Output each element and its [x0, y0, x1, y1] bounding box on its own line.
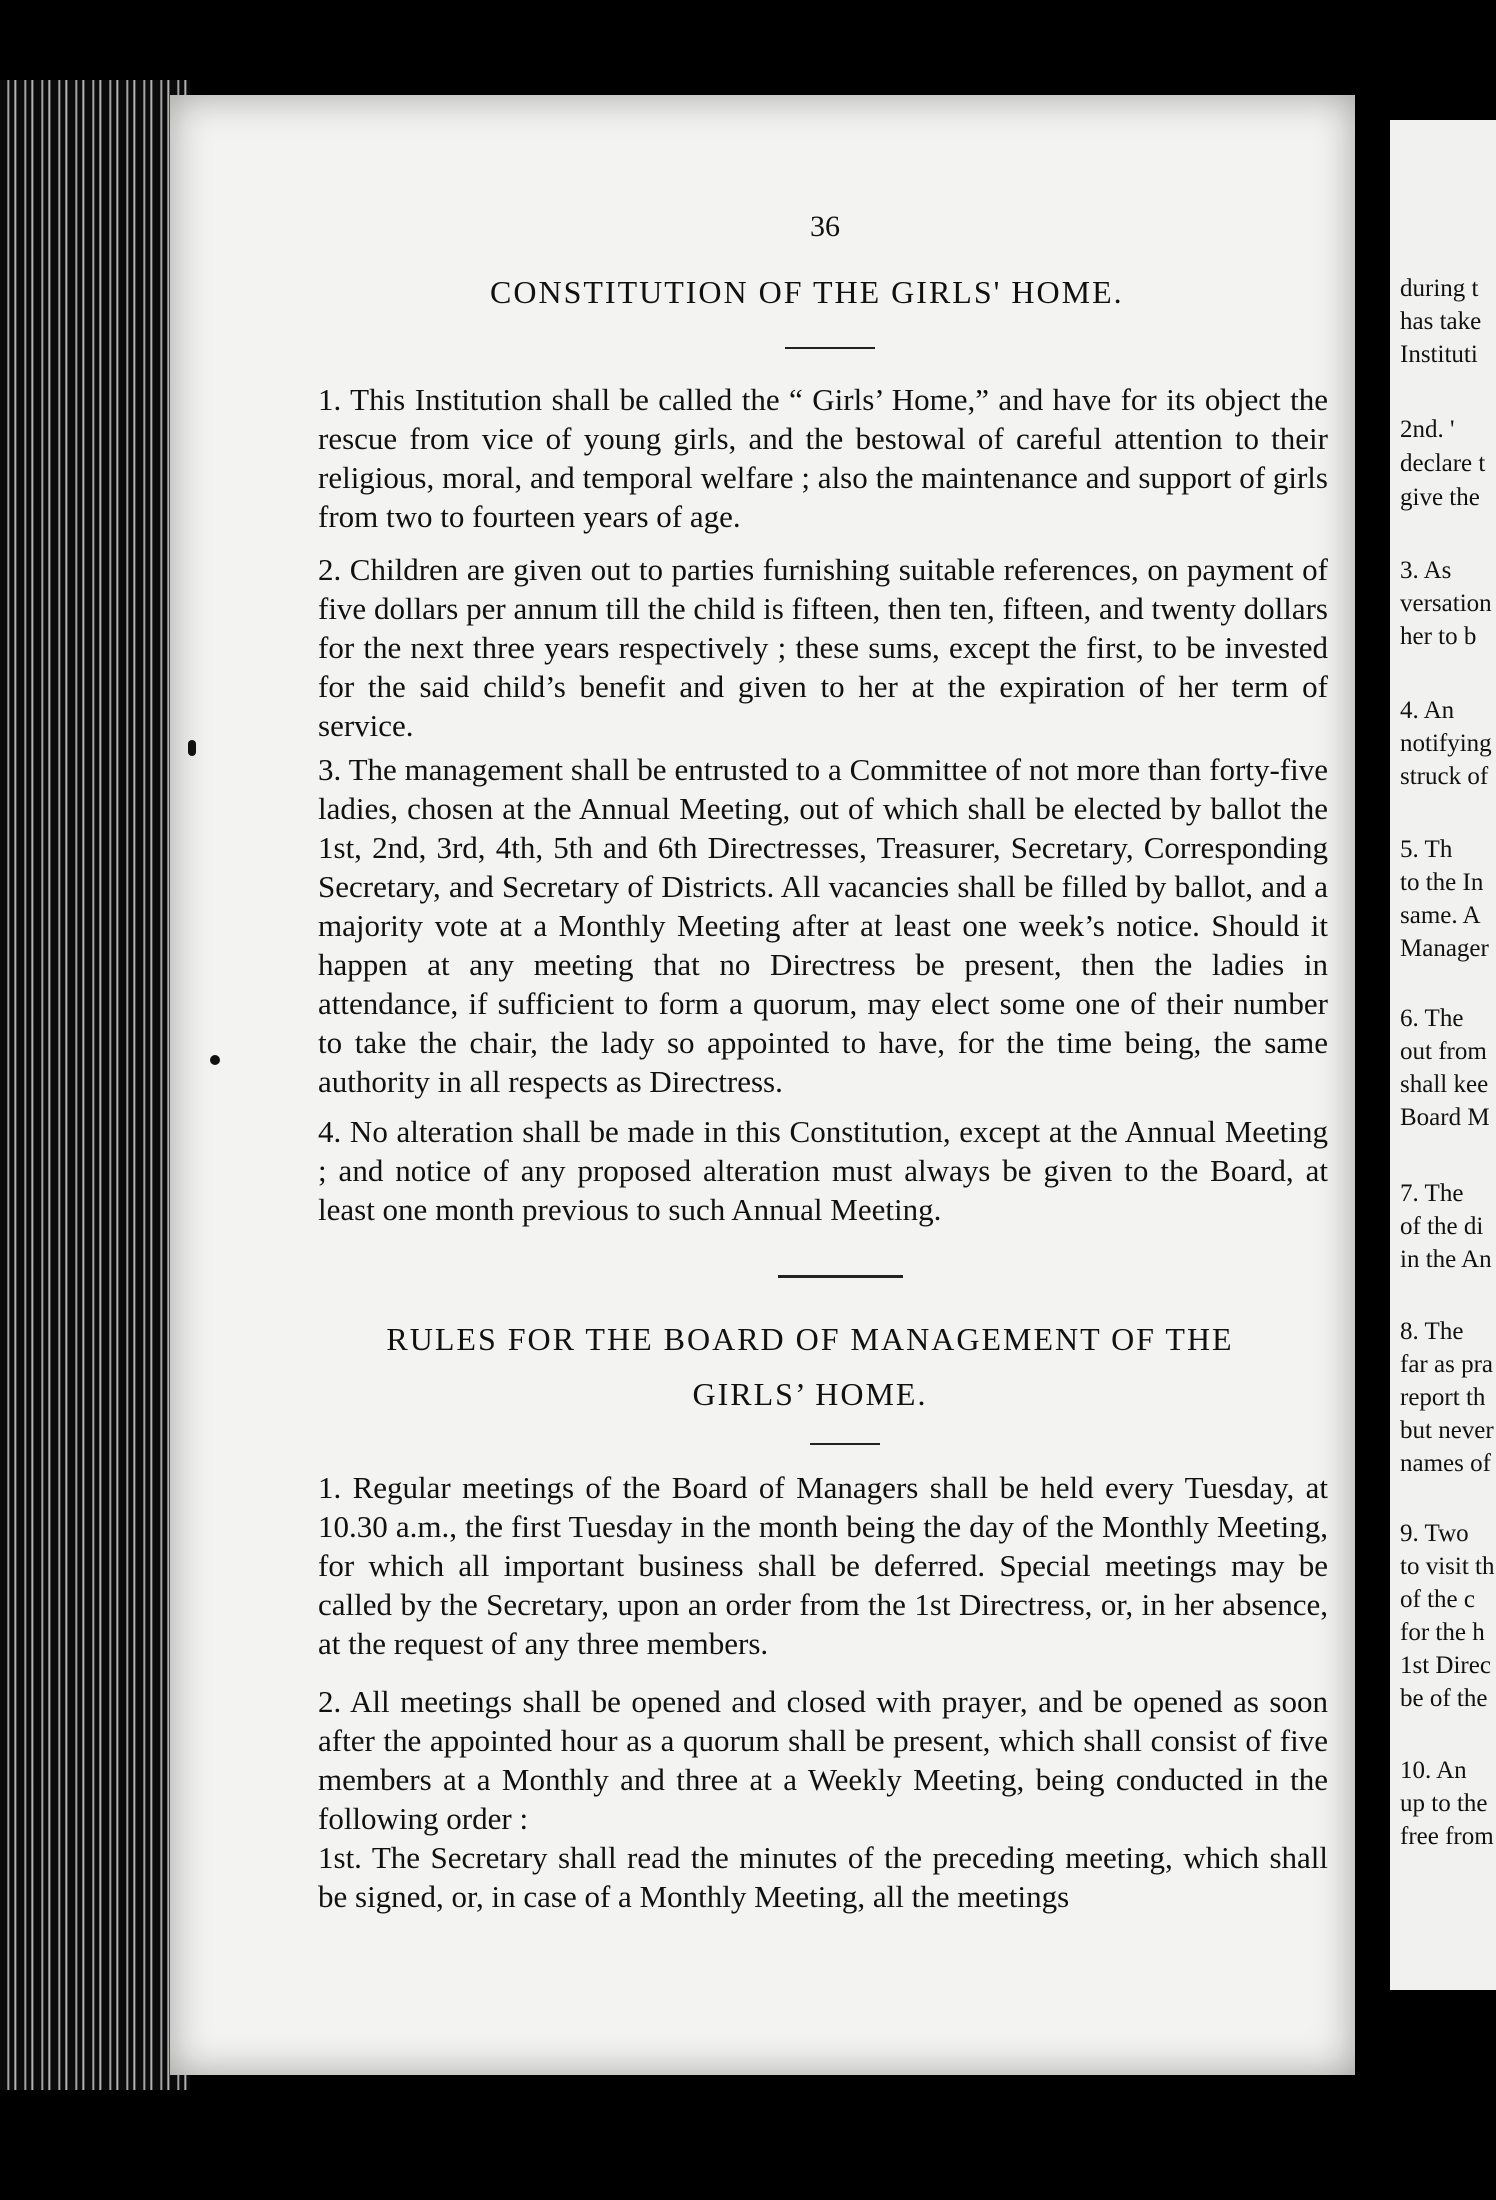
next-page-line: 10. An [1400, 1757, 1467, 1784]
rules-title-line-1: RULES FOR THE BOARD OF MANAGEMENT OF THE [386, 1321, 1234, 1357]
next-page-line: of the c [1400, 1586, 1475, 1613]
next-page-line: Board M [1400, 1104, 1490, 1131]
rules-paragraph-3: 1st. The Secretary shall read the minutes of the preceding meeting, which shall be signed, or, in case of a Monthly Meeting, all the meetings [318, 1840, 1328, 1914]
constitution-paragraph-1: 1. This Institution shall be called the “ Girls’ Home,” and have for its object the rescue from vice of young girls, and the bestowal of careful attention to their religious, moral, and temporal welfare ; also the maintenance and support of girls from two to fourteen years of age. [318, 382, 1328, 534]
next-page-line: give the [1400, 484, 1480, 511]
next-page-line: Manager [1400, 935, 1489, 962]
next-page-line: in the An [1400, 1246, 1492, 1273]
title-divider [785, 347, 875, 349]
rules-divider [810, 1443, 880, 1445]
next-page-line: 7. The [1400, 1180, 1464, 1207]
constitution-paragraph-2: 2. Children are given out to parties furnishing suitable references, on payment of five dollars per annum till the child is fifteen, then ten, fifteen, and twenty dollars for the next three years respectively ; these sums, except the first, to be invested for the said child’s benefit and given to her at the expiration of her term of service. [318, 552, 1328, 743]
next-page-line: but never [1400, 1417, 1494, 1444]
next-page-line: her to b [1400, 623, 1477, 650]
book-gutter [1355, 60, 1390, 2140]
next-page-line: 4. An [1400, 697, 1455, 724]
rules-title-line-2: GIRLS’ HOME. [692, 1376, 928, 1412]
next-page-line: to the In [1400, 869, 1484, 896]
next-page-line: report th [1400, 1384, 1486, 1411]
book-page-edges [0, 80, 190, 2090]
section-divider [778, 1275, 903, 1278]
next-page-fragment [1390, 120, 1496, 1990]
next-page-line: 8. The [1400, 1318, 1464, 1345]
next-page-line: 2nd. ' [1400, 416, 1455, 443]
next-page-line: of the di [1400, 1213, 1484, 1240]
next-page-line: out from [1400, 1038, 1487, 1065]
next-page-line: 1st Direc [1400, 1652, 1491, 1679]
next-page-line: 5. Th [1400, 836, 1453, 863]
ink-dot [210, 1055, 220, 1065]
next-page-line: Instituti [1400, 341, 1478, 368]
next-page-line: shall kee [1400, 1071, 1489, 1098]
next-page-line: up to the [1400, 1790, 1488, 1817]
next-page-line: 6. The [1400, 1005, 1464, 1032]
next-page-line: for the h [1400, 1619, 1485, 1646]
next-page-line: during t [1400, 275, 1479, 302]
next-page-line: has take [1400, 308, 1482, 335]
next-page-line: names of [1400, 1450, 1491, 1477]
next-page-line: 9. Two [1400, 1520, 1469, 1547]
next-page-line: free from [1400, 1823, 1494, 1850]
next-page-line: declare t [1400, 450, 1486, 477]
ink-mark [188, 740, 196, 756]
page-number: 36 [810, 210, 840, 243]
next-page-line: versation [1400, 590, 1492, 617]
next-page-line: to visit th [1400, 1553, 1495, 1580]
next-page-line: struck of [1400, 763, 1489, 790]
rules-paragraph-2: 2. All meetings shall be opened and closed with prayer, and be opened as soon after the appointed hour as a quorum shall be present, which shall consist of five members at a Monthly and three at a Weekly Meeting, being conducted in the following order : [318, 1684, 1328, 1836]
next-page-line: same. A [1400, 902, 1481, 929]
next-page-line: 3. As [1400, 557, 1452, 584]
next-page-line: notifying [1400, 730, 1492, 757]
next-page-line: be of the [1400, 1685, 1488, 1712]
page-title: CONSTITUTION OF THE GIRLS' HOME. [490, 274, 1124, 310]
constitution-paragraph-3: 3. The management shall be entrusted to a Committee of not more than forty-five ladies, chosen at the Annual Meeting, out of which shall be elected by ballot the 1st, 2nd, 3rd, 4th, 5th and 6th Directresses, Treasurer, Secretary, Corresponding Secretary, and Secretary of Districts. All vacancies shall be filled by ballot, and a majority vote at a Monthly Meeting after at least one week’s notice. Should it happen at any meeting that no Directress be present, then the ladies in attendance, if sufficient to form a quorum, may elect some one of their number to take the chair, the lady so appointed to have, for the time being, the same authority in all respects as Directress. [318, 752, 1328, 1099]
next-page-line: far as pra [1400, 1351, 1493, 1378]
rules-paragraph-1: 1. Regular meetings of the Board of Managers shall be held every Tuesday, at 10.30 a.m., the first Tuesday in the month being the day of the Monthly Meeting, for which all important business shall be deferred. Special meetings may be called by the Secretary, upon an order from the 1st Directress, or, in her absence, at the request of any three members. [318, 1470, 1328, 1661]
rules-title [360, 1312, 1260, 1422]
constitution-paragraph-4: 4. No alteration shall be made in this Constitution, except at the Annual Meeting ; and notice of any proposed alteration must always be given to the Board, at least one month previous to such Annual Meeting. [318, 1114, 1328, 1227]
